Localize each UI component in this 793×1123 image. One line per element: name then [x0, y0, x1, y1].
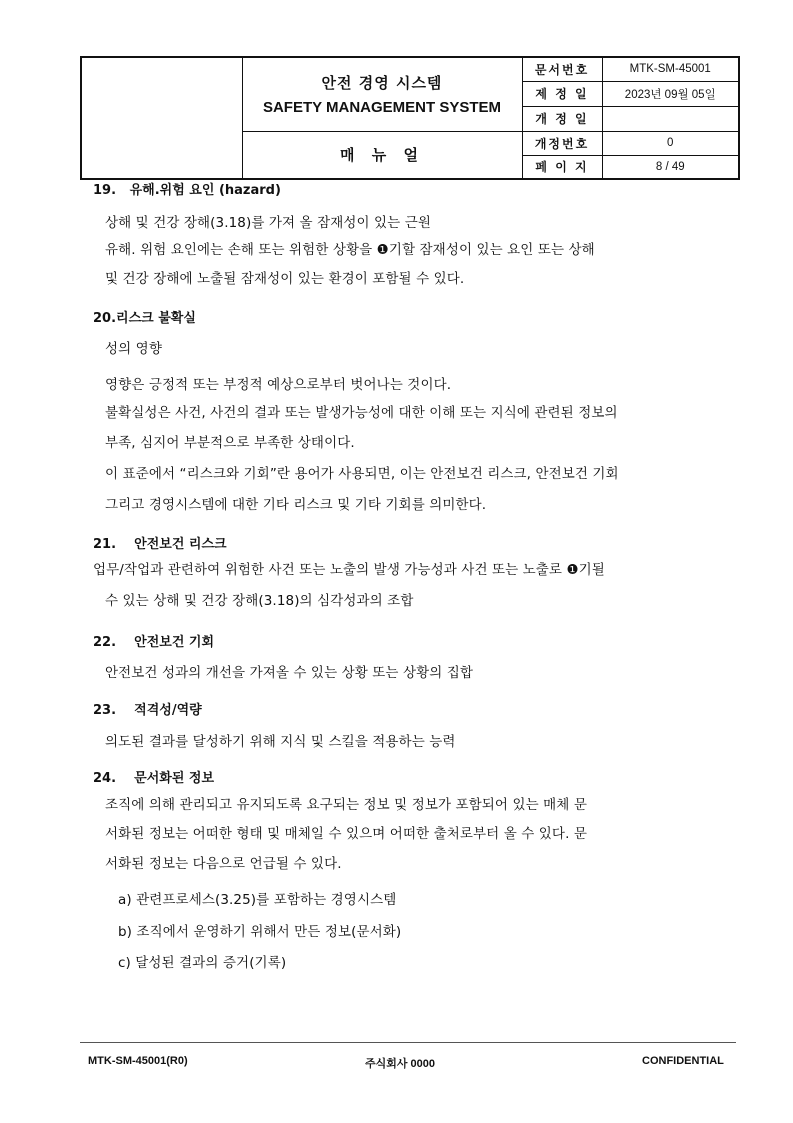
footer-confidential: CONFIDENTIAL [642, 1055, 724, 1067]
footer-company: 주식회사 0000 [365, 1058, 436, 1070]
section-22-line-1: 안전보건 성과의 개선을 가져올 수 있는 상황 또는 상황의 집합 [105, 665, 474, 681]
enact-date-label: 제 정 일 [522, 81, 602, 106]
section-20-line-6: 그리고 경영시스템에 대한 기타 리스크 및 기타 기회를 의미한다. [105, 497, 487, 513]
doc-no-label: 문서번호 [522, 57, 602, 81]
section-24-line-2: 서화된 정보는 어떠한 형태 및 매체일 수 있으며 어떠한 출처로부터 올 수 있다. 문 [105, 826, 587, 842]
footer-doc-ref: MTK-SM-45001(R0) [88, 1055, 188, 1067]
section-21-line-1: 업무/작업과 관련하여 위험한 사건 또는 노출의 발생 가능성과 사건 또는 노출로 ❶기될 [93, 562, 605, 578]
section-20-line-1: 성의 영향 [105, 341, 162, 357]
section-20-line-3: 불확실성은 사건, 사건의 결과 또는 발생가능성에 대한 이해 또는 지식에 관련된 정보의 [105, 405, 618, 421]
page-label: 페 이 지 [522, 155, 602, 179]
logo-area [81, 57, 242, 179]
section-19-line-1: 상해 및 건강 장해(3.18)를 가져 올 잠재성이 있는 근원 [105, 215, 432, 231]
section-20-line-2: 영향은 긍정적 또는 부정적 예상으로부터 벗어나는 것이다. [105, 377, 452, 393]
section-title: 적격성/역량 [134, 703, 202, 718]
page-number-value: 8 / 49 [602, 155, 739, 179]
section-title: 안전보건 기회 [134, 635, 215, 650]
section-22-heading [93, 631, 214, 650]
enact-date-value: 2023년 09월 05일 [602, 81, 739, 106]
document-header-table [80, 56, 740, 180]
section-20-line-4: 부족, 심지어 부분적으로 부족한 상태이다. [105, 435, 355, 451]
system-title-english: SAFETY MANAGEMENT SYSTEM [262, 99, 502, 117]
section-title: 유해.위험 요인 (hazard) [129, 183, 281, 198]
section-20-line-5: 이 표준에서 “리스크와 기회”란 용어가 사용되면, 이는 안전보건 리스크, 안전보건 기회 [105, 466, 619, 482]
section-title: 리스크 불확실 [116, 311, 196, 326]
revise-date-label: 개 정 일 [522, 106, 602, 131]
section-24-item-a: a) 관련프로세스(3.25)를 포함하는 경영시스템 [118, 892, 397, 908]
section-number: 23. [93, 703, 117, 718]
section-19-line-3: 및 건강 장해에 노출될 잠재성이 있는 환경이 포함될 수 있다. [105, 271, 465, 287]
section-number: 24. [93, 771, 117, 786]
section-title: 안전보건 리스크 [134, 537, 227, 552]
section-21-heading [93, 533, 227, 552]
section-number: 22. [93, 635, 117, 650]
revision-number-label: 개정번호 [522, 131, 602, 155]
section-title: 문서화된 정보 [134, 771, 215, 786]
manual-title: 매 뉴 얼 [242, 131, 522, 179]
section-number: 19. [93, 183, 117, 198]
section-24-heading [93, 767, 214, 786]
section-20-heading [93, 307, 196, 326]
section-23-line-1: 의도된 결과를 달성하기 위해 지식 및 스킬을 적용하는 능력 [105, 734, 456, 750]
section-number: 20. [93, 311, 117, 326]
section-number: 21. [93, 537, 117, 552]
system-title-korean: 안전 경영 시스템 [321, 74, 443, 93]
section-24-line-3: 서화된 정보는 다음으로 언급될 수 있다. [105, 856, 342, 872]
doc-no-value: MTK-SM-45001 [602, 57, 739, 81]
revision-number-value: 0 [602, 131, 739, 155]
footer-divider [80, 1042, 736, 1043]
section-24-item-c: c) 달성된 결과의 증거(기록) [118, 955, 287, 971]
section-21-line-2: 수 있는 상해 및 건강 장해(3.18)의 심각성과의 조합 [105, 593, 414, 609]
revise-date-value [602, 106, 739, 131]
section-19-line-2: 유해. 위험 요인에는 손해 또는 위험한 상황을 ❶기할 잠재성이 있는 요인 또는 상해 [105, 242, 595, 258]
section-23-heading [93, 699, 202, 718]
section-19-heading [93, 179, 281, 198]
system-title-cell [242, 57, 522, 131]
section-24-item-b: b) 조직에서 운영하기 위해서 만든 정보(문서화) [118, 924, 402, 940]
section-24-line-1: 조직에 의해 관리되고 유지되도록 요구되는 정보 및 정보가 포함되어 있는 매체 문 [105, 797, 587, 813]
